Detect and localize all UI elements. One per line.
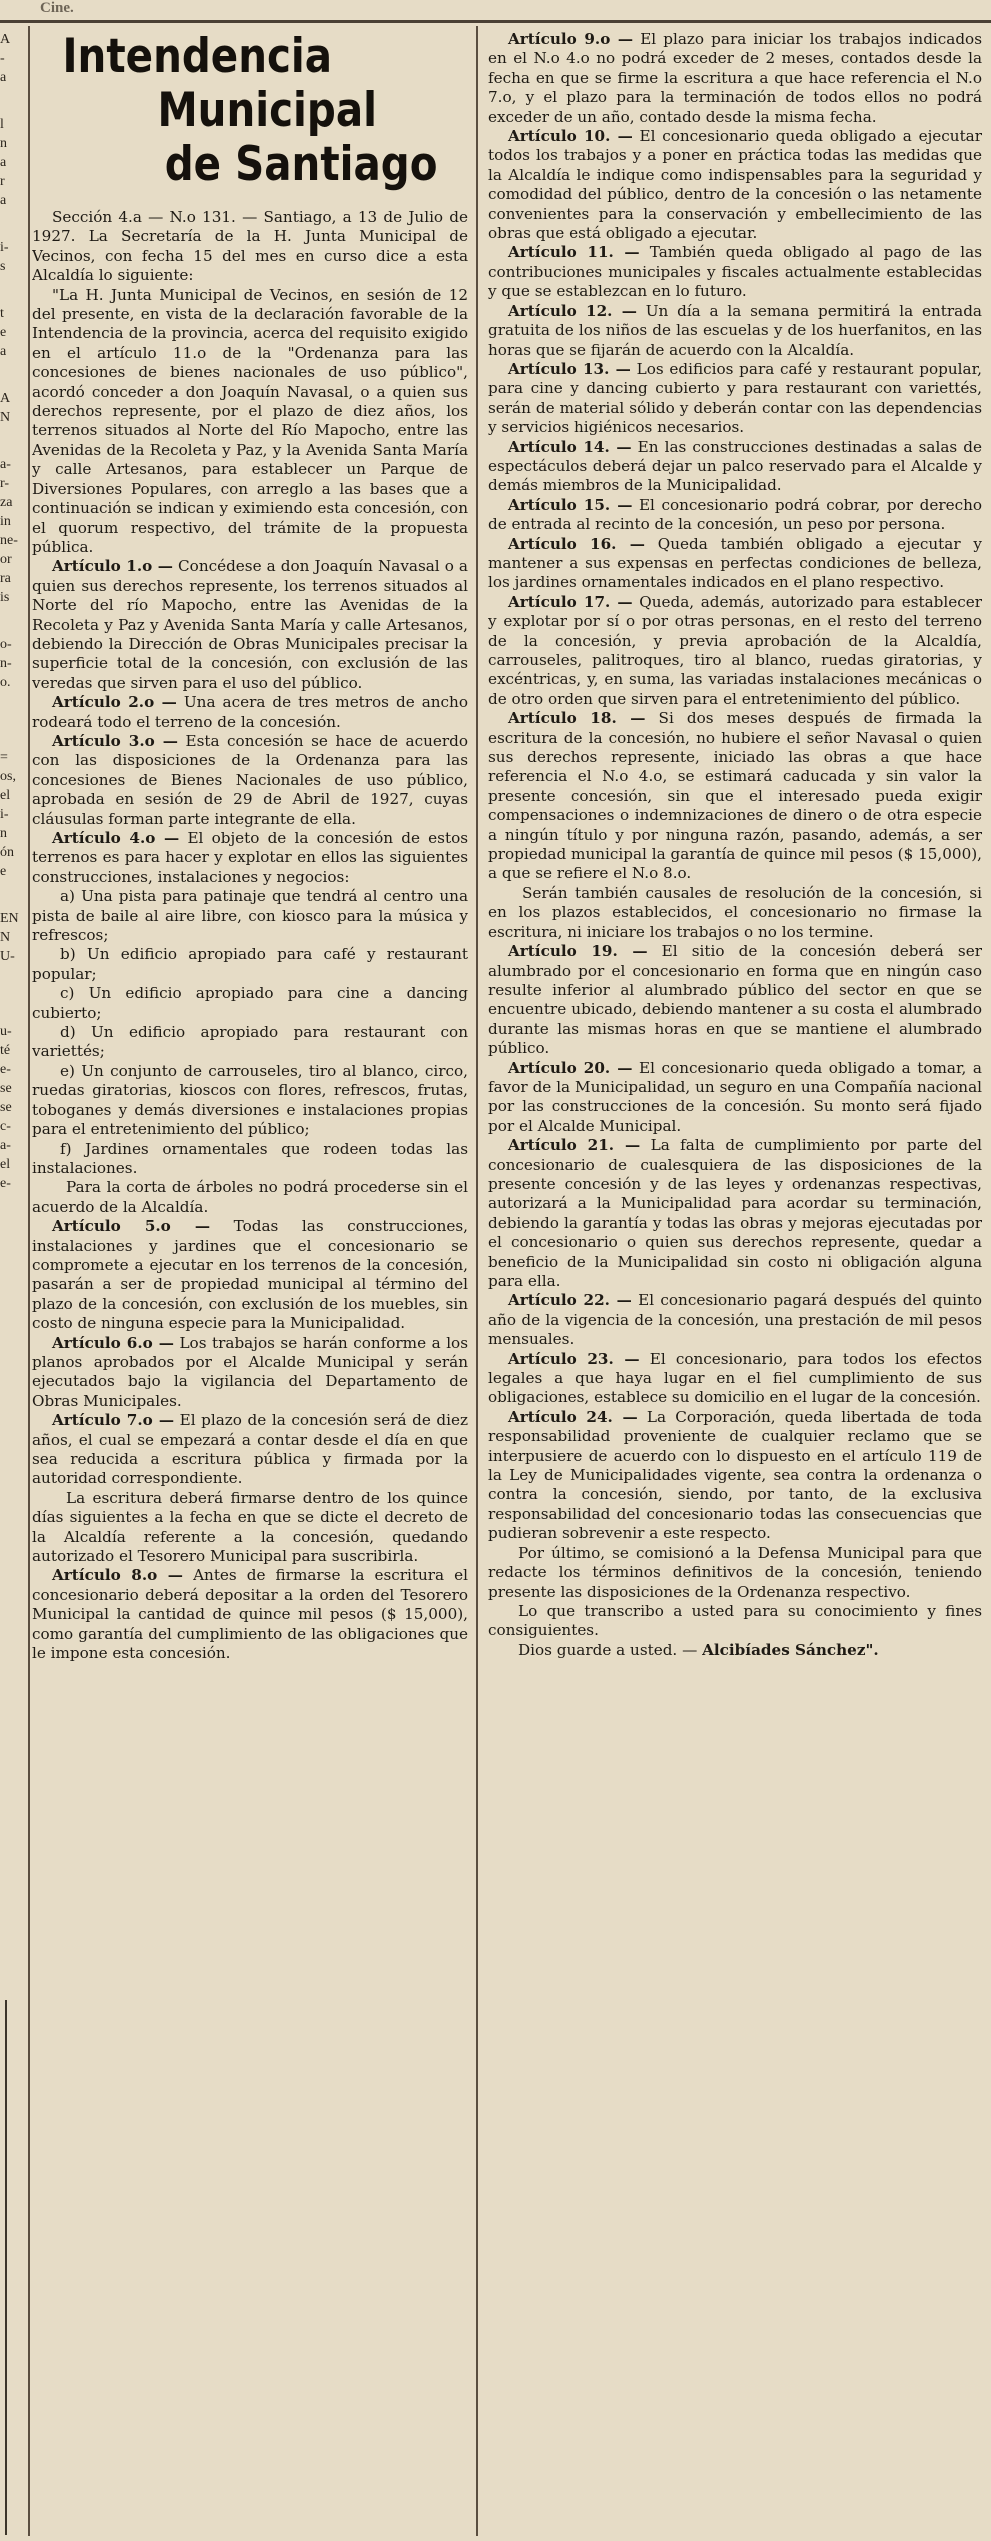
- article-label: Artículo 7.o —: [52, 1411, 175, 1430]
- article-paragraph: [488, 496, 982, 535]
- article-paragraph: [488, 709, 982, 884]
- fragment-line: e: [0, 864, 7, 879]
- article-paragraph: [32, 693, 468, 732]
- fragment-line: ra: [0, 571, 11, 586]
- article-text: Los trabajos se harán conforme a los planos aprobados por el Alcalde Municipal y serán ejecutados bajo la vigilancia del Departamento de Obras Municipales.: [32, 1333, 468, 1410]
- list-item: a) Una pista para patinaje que tendrá al centro una pista de baile al aire libre, con kiosco para la música y refrescos;: [32, 887, 468, 945]
- fragment-line: or: [0, 552, 12, 567]
- article-text: Una acera de tres metros de ancho rodeará todo el terreno de la concesión.: [32, 693, 468, 731]
- top-rule: [0, 20, 991, 23]
- headline-line: de Santiago: [164, 137, 438, 192]
- fragment-line: N: [0, 930, 11, 945]
- article-paragraph: [488, 360, 982, 438]
- fragment-line: N: [0, 410, 11, 425]
- fragment-line: u-: [0, 1024, 12, 1039]
- fragment-line: e-: [0, 1062, 11, 1077]
- fragment-line: [0, 276, 28, 304]
- article-text: Si dos meses después de firmada la escritura de la concesión, no hubiere el señor Navasal o quien sus derechos represente, iniciado las obras a que hace referencia el N.o 4.o, se estimará caducada y sin valor la presente concesión, sin que el interesado pueda exigir compensaciones o indemnizaciones de dinero o de otra especie a ningún título y por ninguna razón, pasando, además, a ser propiedad municipal la garantía de quince mil pesos ($ 15,000), a que se refiere el N.o 8.o.: [488, 709, 982, 883]
- body-paragraph: Por último, se comisionó a la Defensa Municipal para que redacte los términos definitivos de la concesión, teniendo presente las disposiciones de la Ordenanza respectivo.: [488, 1543, 982, 1601]
- article-label: Artículo 4.o —: [52, 829, 180, 847]
- fragment-line: i-: [0, 807, 9, 822]
- headline-line: Intendencia: [62, 30, 333, 84]
- fragment-line: ón: [0, 845, 14, 860]
- article-paragraph: [32, 1566, 468, 1663]
- article-text: El concesionario pagará después del quinto año de la vigencia de la concesión, una prestación de mil pesos mensuales.: [488, 1291, 982, 1349]
- article-label: Artículo 17. —: [508, 592, 633, 611]
- article-paragraph: [488, 127, 982, 243]
- closing-text: Dios guarde a usted. —: [518, 1640, 703, 1659]
- article-text: Esta concesión se hace de acuerdo con las disposiciones de la Ordenanza para las concesiones de Bienes Nacionales de uso público, aprobada en sesión de 29 de Abril de 1927, cuyas cláusulas forman parte integrante de ella.: [32, 731, 468, 828]
- fragment-line: l: [0, 117, 4, 132]
- article-text: Queda también obligado a ejecutar y mantener a sus expensas en perfectas condiciones de belleza, los jardines ornamentales indicados en el plano respectivo.: [488, 534, 982, 592]
- article-label: Artículo 20. —: [508, 1058, 633, 1077]
- column-divider: [476, 26, 478, 2536]
- article-label: Artículo 10. —: [508, 127, 633, 146]
- fragment-line: e-: [0, 1176, 11, 1191]
- article-label: Artículo 14. —: [508, 437, 632, 456]
- fragment-line: [0, 720, 28, 748]
- fragment-line: a-: [0, 1138, 11, 1153]
- article-label: Artículo 5.o —: [52, 1217, 211, 1236]
- fragment-line: za: [0, 495, 13, 510]
- article-paragraph: [488, 1350, 982, 1408]
- fragment-line: e: [0, 325, 7, 340]
- article-label: Artículo 24. —: [508, 1407, 638, 1426]
- fragment-line: a: [0, 70, 7, 85]
- fragment-line: o.: [0, 675, 11, 690]
- fragment-line: [0, 994, 28, 1022]
- article-text: Queda, además, autorizado para establecer y explotar por sí o por otras personas, en el resto del terreno de la concesión, y previa aprobación de la Alcaldía, carrouseles, palitroques, tiro al blanco, ruedas giratorias, y excéntricas, y, en suma, las variadas instalaciones mecánicas o de otro orden que sirven para el entretenimiento del público.: [488, 592, 982, 708]
- fragment-line: -: [0, 51, 5, 66]
- fragment-line: se: [0, 1100, 12, 1115]
- article-text: Todas las construcciones, instalaciones y jardines que el concesionario se compromete a ejecutar en los terrenos de la concesión, pasarán a ser de propiedad municipal al término del plazo de la concesión, con exclusión de los muebles, sin costo de ninguna especie para la Municipalidad.: [32, 1217, 468, 1333]
- fragment-line: té: [0, 1043, 11, 1058]
- article-text: El plazo para iniciar los trabajos indicados en el N.o 4.o no podrá exceder de 2 meses, contados desde la fecha en que se firme la escritura a que hace referencia el N.o 7.o, y el plazo para la terminación de todos ellos no podrá exceder de un año, contado desde la misma fecha.: [488, 30, 982, 126]
- fragment-line: a: [0, 193, 7, 208]
- fragment-line: a: [0, 155, 7, 170]
- article-column-left: [32, 30, 468, 2530]
- headline-line: Municipal: [157, 83, 377, 138]
- body-paragraph: La escritura deberá firmarse dentro de los quince días siguientes a la fecha en que se dicte el decreto de la Alcaldía referente a la concesión, quedando autorizado el Tesorero Municipal para suscribirla.: [32, 1488, 468, 1566]
- article-text: La falta de cumplimiento por parte del concesionario de cualesquiera de las disposiciones de la presente concesión y de las leyes y ordenanzas respectivas, autorizará a la Municipalidad para acordar su terminación, debiendo la garantía y todas las obras y mejoras ejecutadas por el concesionario o quien sus derechos represente, quedar a beneficio de la Municipalidad sin costo ni obligación alguna para ella.: [488, 1136, 982, 1290]
- fragment-line: U-: [0, 949, 15, 964]
- list-item: f) Jardines ornamentales que rodeen todas las instalaciones.: [32, 1139, 468, 1177]
- article-text: También queda obligado al pago de las contribuciones municipales y fiscales actualmente establecidas y que se establezcan en lo futuro.: [488, 243, 982, 301]
- signature-line: [488, 1641, 982, 1660]
- article-label: Artículo 21. —: [508, 1136, 641, 1155]
- body-paragraph: Serán también causales de resolución de la concesión, si en los plazos establecidos, el concesionario no firmase la escritura, ni iniciare los trabajos o no los termine.: [488, 883, 982, 941]
- article-paragraph: [488, 1291, 982, 1349]
- article-text: El concesionario, para todos los efectos legales a que haya lugar en el fiel cumplimiento de sus obligaciones, establece su domicilio en el lugar de la concesión.: [488, 1349, 982, 1407]
- article-paragraph: [488, 243, 982, 301]
- fragment-line: el: [0, 788, 11, 803]
- dateline-intro: Sección 4.a — N.o 131. — Santiago, a 13 de Julio de 1927. La Secretaría de la H. Junta Municipal de Vecinos, con fecha 15 del mes en curso dice a esta Alcaldía lo siguiente:: [32, 208, 468, 285]
- article-paragraph: [488, 942, 982, 1058]
- masthead-fragment: Cine.: [40, 0, 74, 16]
- list-item: d) Un edificio apropiado para restaurant con variettés;: [32, 1023, 468, 1061]
- fragment-line: [0, 361, 28, 389]
- article-paragraph: [488, 1059, 982, 1137]
- body-paragraph: Para la corta de árboles no podrá procederse sin el acuerdo de la Alcaldía.: [32, 1178, 468, 1216]
- article-text: El plazo de la concesión será de diez años, el cual se empezará a contar desde el día en que sea reducida a escritura pública y firmada por la autoridad correspondiente.: [32, 1411, 468, 1488]
- article-paragraph: [488, 593, 982, 709]
- fragment-line: [0, 966, 28, 994]
- article-text: Los edificios para café y restaurant popular, para cine y dancing cubierto y para restaurant con variettés, serán de material sólido y deberán contar con las dependencias y servicios higiénicos necesarios.: [488, 359, 982, 437]
- fragment-line: [0, 427, 28, 455]
- article-text: El concesionario queda obligado a tomar, a favor de la Municipalidad, un seguro en una Compañía nacional por las construcciones de la concesión. Su monto será fijado por el Alcalde Municipal.: [488, 1058, 982, 1135]
- article-label: Artículo 19. —: [508, 942, 648, 961]
- article-text: La Corporación, queda libertada de toda responsabilidad proveniente de cualquier reclamo que se interpusiere de acuerdo con lo dispuesto en el artículo 119 de la Ley de Municipalidades vigente, sea contra la ordenanza o contra la concesión, siendo, por tanto, de la exclusiva responsabilidad del concesionario todas las consecuencias que pudieran sobrevenir a este respecto.: [488, 1407, 982, 1543]
- article-label: Artículo 9.o —: [508, 30, 634, 48]
- fragment-line: in: [0, 514, 11, 529]
- fragment-line: a: [0, 344, 7, 359]
- article-text: El objeto de la concesión de estos terrenos es para hacer y explotar en ellos las siguientes construcciones, instalaciones y negocios:: [32, 829, 468, 886]
- fragment-line: os,: [0, 769, 16, 784]
- fragment-line: r-: [0, 476, 10, 491]
- article-label: Artículo 6.o —: [52, 1333, 174, 1352]
- article-label: Artículo 2.o —: [52, 693, 177, 712]
- article-label: Artículo 1.o —: [52, 557, 173, 576]
- article-label: Artículo 13. —: [508, 359, 631, 378]
- article-column-right: [488, 30, 982, 2530]
- column-divider: [28, 26, 30, 2536]
- article-paragraph: [488, 438, 982, 496]
- list-item: e) Un conjunto de carrouseles, tiro al blanco, circo, ruedas giratorias, kioscos con flores, refrescos, frutas, toboganes y demás diversiones e instalaciones propias para el entretenimiento del público;: [32, 1061, 468, 1139]
- fragment-line: ne-: [0, 533, 18, 548]
- article-label: Artículo 3.o —: [52, 731, 178, 750]
- article-label: Artículo 11. —: [508, 243, 640, 262]
- article-label: Artículo 22. —: [508, 1291, 632, 1310]
- fragment-line: [0, 210, 28, 238]
- fragment-line: n: [0, 826, 7, 841]
- article-label: Artículo 18. —: [508, 709, 646, 728]
- article-paragraph: [488, 30, 982, 127]
- article-text: Concédese a don Joaquín Navasal o a quien sus derechos represente, los terrenos situados al Norte del río Mapocho, entre las Avenidas de la Recoleta y Paz y Avenida Santa María y calle Artesanos, debiendo la Dirección de Obras Municipales precisar la superficie total de la concesión, con exclusión de las veredas que sirven para el uso del público.: [32, 557, 468, 692]
- box-border: [5, 2000, 7, 2535]
- article-paragraph: [488, 1408, 982, 1544]
- article-paragraph: [32, 1334, 468, 1412]
- fragment-line: [0, 607, 28, 635]
- article-paragraph: [32, 732, 468, 829]
- fragment-line: a-: [0, 457, 11, 472]
- article-paragraph: [488, 1136, 982, 1291]
- article-paragraph: [32, 1411, 468, 1489]
- article-label: Artículo 15. —: [508, 495, 633, 514]
- fragment-line: t: [0, 306, 4, 321]
- article-label: Artículo 8.o —: [52, 1566, 183, 1585]
- fragment-line: is: [0, 590, 10, 605]
- fragment-line: c-: [0, 1119, 11, 1134]
- article-paragraph: [488, 302, 982, 360]
- article-text: En las construcciones destinadas a salas de espectáculos deberá dejar un palco reservado para el Alcalde y demás miembros de la Municipalidad.: [488, 437, 982, 495]
- fragment-line: n-: [0, 656, 12, 671]
- fragment-line: n: [0, 136, 7, 151]
- fragment-line: =: [0, 750, 8, 765]
- article-text: El sitio de la concesión deberá ser alumbrado por el concesionario en forma que en ningún caso resulte inferior al alumbrado público del sector en que se encuentre ubicado, debiendo mantener a su costa el alumbrado durante las mismas horas en que se mantiene el alumbrado público.: [488, 942, 982, 1058]
- signature: Alcibíades Sánchez".: [702, 1640, 879, 1659]
- article-label: Artículo 12. —: [508, 301, 637, 320]
- fragment-line: o-: [0, 637, 12, 652]
- body-paragraph: Lo que transcribo a usted para su conocimiento y fines consiguientes.: [488, 1601, 982, 1640]
- article-paragraph: [32, 557, 468, 693]
- fragment-line: [0, 692, 28, 720]
- fragment-line: el: [0, 1157, 11, 1172]
- fragment-line: EN: [0, 911, 19, 926]
- article-text: El concesionario podrá cobrar, por derecho de entrada al recinto de la concesión, un peso por persona.: [488, 495, 982, 534]
- fragment-line: se: [0, 1081, 12, 1096]
- article-label: Artículo 16. —: [508, 534, 645, 553]
- fragment-line: [0, 87, 28, 115]
- fragment-line: r: [0, 174, 5, 189]
- fragment-line: s: [0, 259, 6, 274]
- fragment-line: i-: [0, 240, 9, 255]
- headline: [63, 30, 438, 192]
- article-paragraph: [488, 535, 982, 593]
- list-item: b) Un edificio apropiado para café y restaurant popular;: [32, 945, 468, 983]
- fragment-line: A: [0, 32, 11, 47]
- article-text: El concesionario queda obligado a ejecutar todos los trabajos y a poner en práctica todas las medidas que la Alcaldía le indique como indispensables para la seguridad y comodidad del público, dentro de la concesión o las netamente convenientes para la conservación y embellecimiento de las obras que está obligado a ejecutar.: [488, 127, 982, 243]
- article-paragraph: [32, 1217, 468, 1333]
- article-paragraph: [32, 829, 468, 887]
- article-text: Un día a la semana permitirá la entrada gratuita de los niños de las escuelas y de los huerfanitos, en las horas que se fijarán de acuerdo con la Alcaldía.: [488, 301, 982, 359]
- list-item: c) Un edificio apropiado para cine a dancing cubierto;: [32, 984, 468, 1022]
- fragment-line: [0, 881, 28, 909]
- fragment-line: A: [0, 391, 11, 406]
- resolution-paragraph: "La H. Junta Municipal de Vecinos, en sesión de 12 del presente, en vista de la declaración favorable de la Intendencia de la provincia, acerca del requisito exigido en el artículo 11.o de la "Ordenanza para las concesiones de bienes nacionales de uso público", acordó conceder a don Joaquín Navasal, o a quien sus derechos represente, por el plazo de diez años, los terrenos situados al Norte del Río Mapocho, entre las Avenidas de la Recoleta y Paz, y la Avenida Santa María y calle Artesanos, para establecer un Parque de Diversiones Populares, con arreglo a las bases que a continuación se indican y eximiendo esta concesión, con el quorum respectivo, del trámite de la propuesta pública.: [32, 285, 468, 556]
- article-label: Artículo 23. —: [508, 1349, 640, 1368]
- article-text: Antes de firmarse la escritura el concesionario deberá depositar a la orden del Tesorero Municipal la cantidad de quince mil pesos ($ 15,000), como garantía del cumplimiento de las obligaciones que le impone esta concesión.: [32, 1566, 468, 1663]
